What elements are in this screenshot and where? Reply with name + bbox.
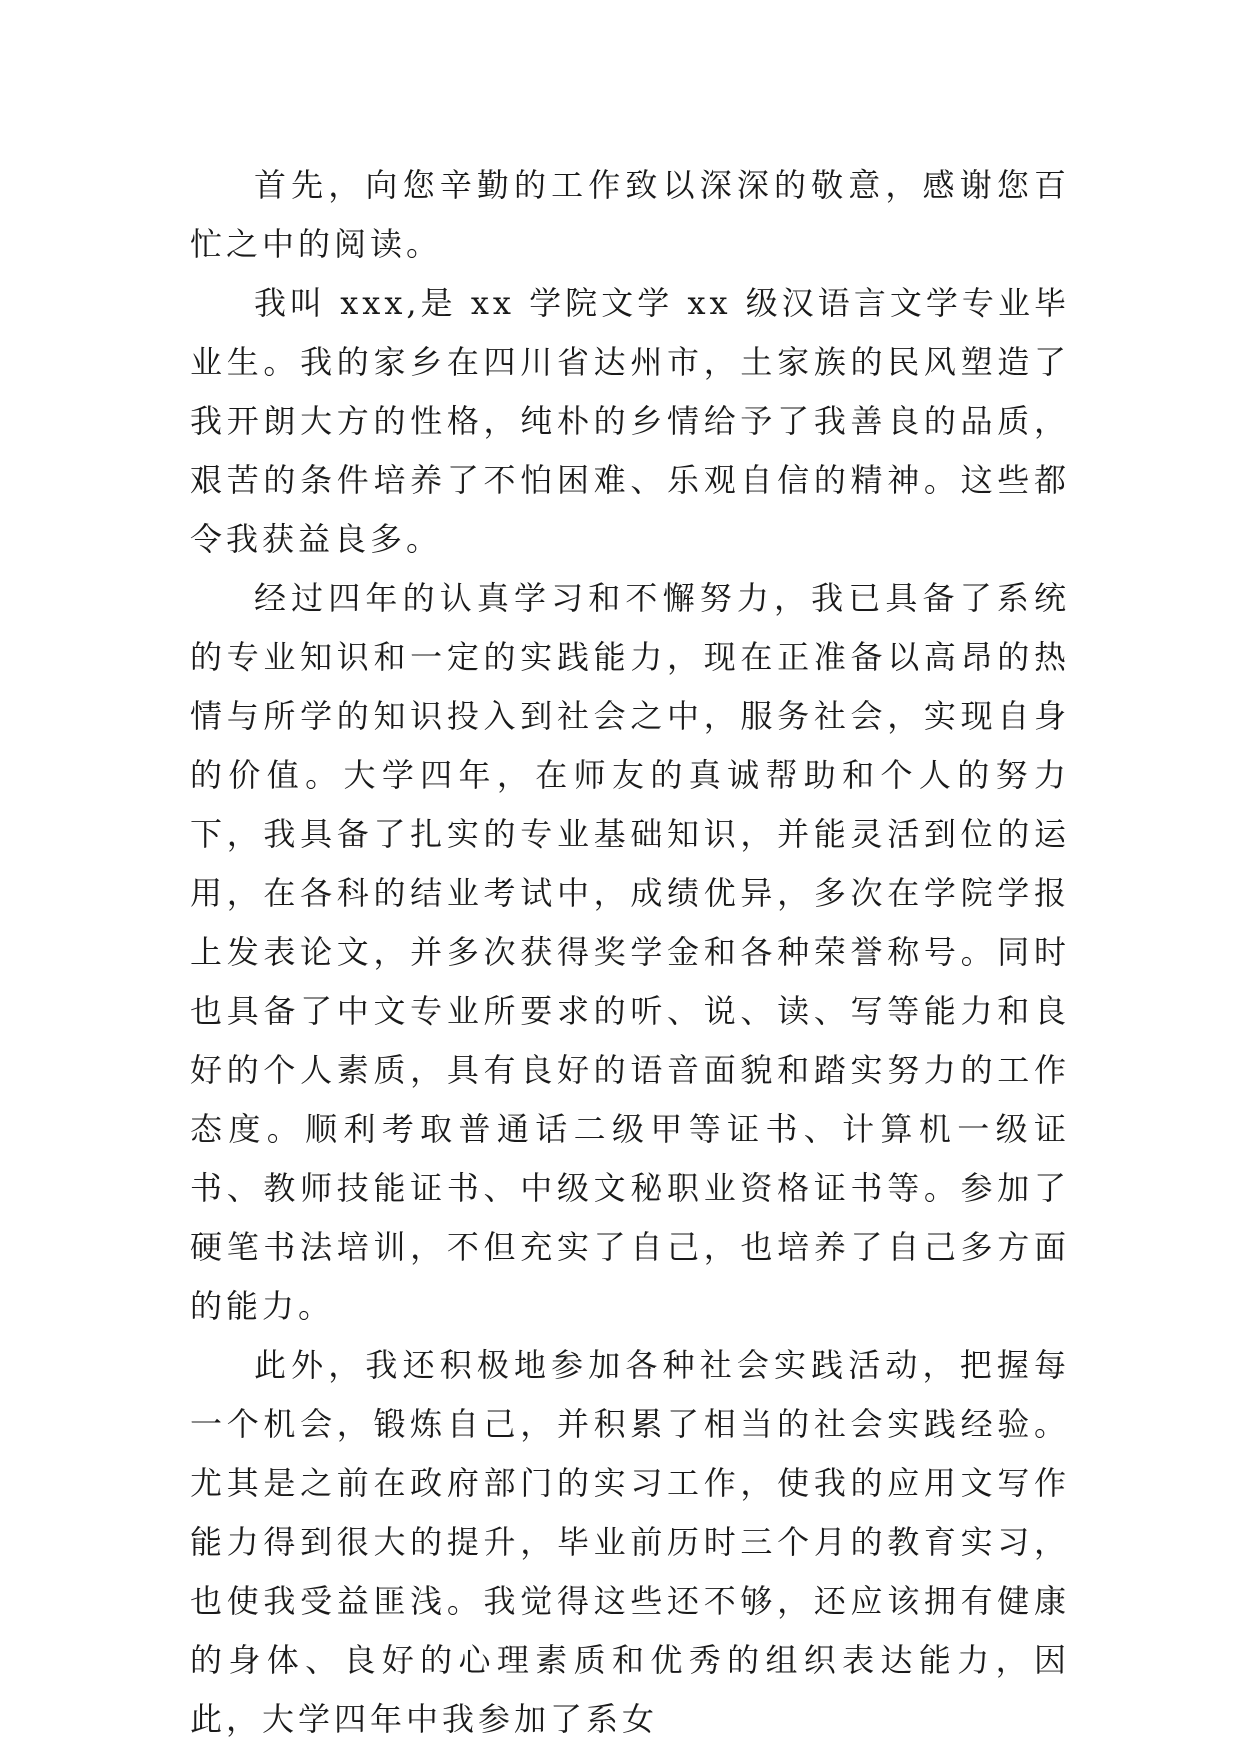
- paragraph-greeting: 首先，向您辛勤的工作致以深深的敬意，感谢您百忙之中的阅读。: [190, 166, 1070, 263]
- paragraph-introduction: 我叫 xxx,是 xx 学院文学 xx 级汉语言文学专业毕业生。我的家乡在四川省达州市，土家族的民风塑造了我开朗大方的性格，纯朴的乡情给予了我善良的品质，艰苦的条件培养了不怕困难、乐观自信的精神。这些都令我获益良多。: [190, 284, 1070, 558]
- paragraph-education: 经过四年的认真学习和不懈努力，我已具备了系统的专业知识和一定的实践能力，现在正准备以高昂的热情与所学的知识投入到社会之中，服务社会，实现自身的价值。大学四年，在师友的真诚帮助和个人的努力下，我具备了扎实的专业基础知识，并能灵活到位的运用，在各科的结业考试中，成绩优异，多次在学院学报上发表论文，并多次获得奖学金和各种荣誉称号。同时也具备了中文专业所要求的听、说、读、写等能力和良好的个人素质，具有良好的语音面貌和踏实努力的工作态度。顺利考取普通话二级甲等证书、计算机一级证书、教师技能证书、中级文秘职业资格证书等。参加了硬笔书法培训，不但充实了自己，也培养了自己多方面的能力。: [190, 579, 1070, 1325]
- paragraph-practice: 此外，我还积极地参加各种社会实践活动，把握每一个机会，锻炼自己，并积累了相当的社会实践经验。尤其是之前在政府部门的实习工作，使我的应用文写作能力得到很大的提升，毕业前历时三个月的教育实习，也使我受益匪浅。我觉得这些还不够，还应该拥有健康的身体、良好的心理素质和优秀的组织表达能力，因此，大学四年中我参加了系女: [190, 1346, 1070, 1738]
- letter-body: [190, 156, 1070, 1749]
